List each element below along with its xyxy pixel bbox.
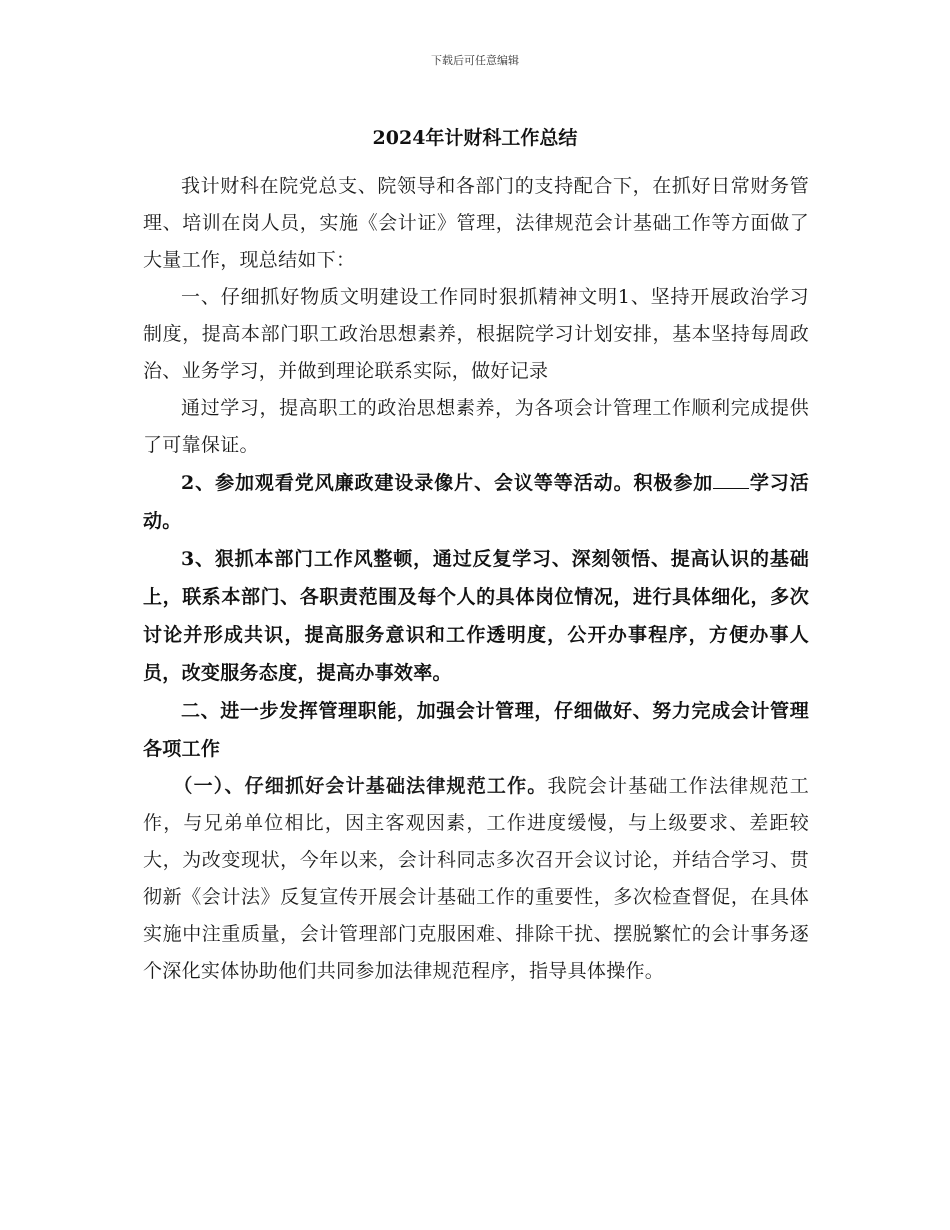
paragraph-section-2: 二、进一步发挥管理职能，加强会计管理，仔细做好、努力完成会计管理各项工作 — [143, 700, 809, 760]
document-body — [143, 168, 809, 990]
paragraph-item-3: 3、狠抓本部门工作风整顿，通过反复学习、深刻领悟、提高认识的基础上，联系本部门、各职责范围及每个人的具体岗位情况，进行具体细化，多次讨论并形成共识，提高服务意识和工作透明度，公开办事程序，方便办事人员，改变服务态度，提高办事效率。 — [143, 548, 809, 684]
paragraph-subsection-1 — [143, 768, 809, 990]
paragraph-item-2 — [143, 464, 809, 540]
item-2-text: 2、参加观看党风廉政建设录像片、会议等等活动。积极参加 — [181, 472, 714, 494]
paragraph-section-1: 一、仔细抓好物质文明建设工作同时狠抓精神文明1、坚持开展政治学习制度，提高本部门职工政治思想素养，根据院学习计划安排，基本坚持每周政治、业务学习，并做到理论联系实际，做好记录 — [143, 286, 809, 382]
document-title: 2024年计财科工作总结 — [372, 127, 578, 149]
fill-in-blank — [713, 469, 749, 489]
subsection-1-body: 我院会计基础工作法律规范工作，与兄弟单位相比，因主客观因素，工作进度缓慢，与上级要求、差距较大，为改变现状，今年以来，会计科同志多次召开会议讨论，并结合学习、贯彻新《会计法》反复宣传开展会计基础工作的重要性，多次检查督促，在具体实施中注重质量，会计管理部门克服困难、排除干扰、摆脱繁忙的会计事务逐个深化实体协助他们共同参加法律规范程序，指导具体操作。 — [143, 775, 809, 982]
subsection-1-heading: （一）、仔细抓好会计基础法律规范工作。 — [173, 775, 548, 797]
header-note: 下载后可任意编辑 — [431, 54, 519, 67]
paragraph-section-1-continued: 通过学习，提高职工的政治思想素养，为各项会计管理工作顺利完成提供了可靠保证。 — [143, 397, 809, 456]
item-2-text-end: 学习活动。 — [143, 472, 809, 532]
paragraph-intro: 我计财科在院党总支、院领导和各部门的支持配合下，在抓好日常财务管理、培训在岗人员，实施《会计证》管理，法律规范会计基础工作等方面做了大量工作，现总结如下： — [143, 175, 809, 271]
